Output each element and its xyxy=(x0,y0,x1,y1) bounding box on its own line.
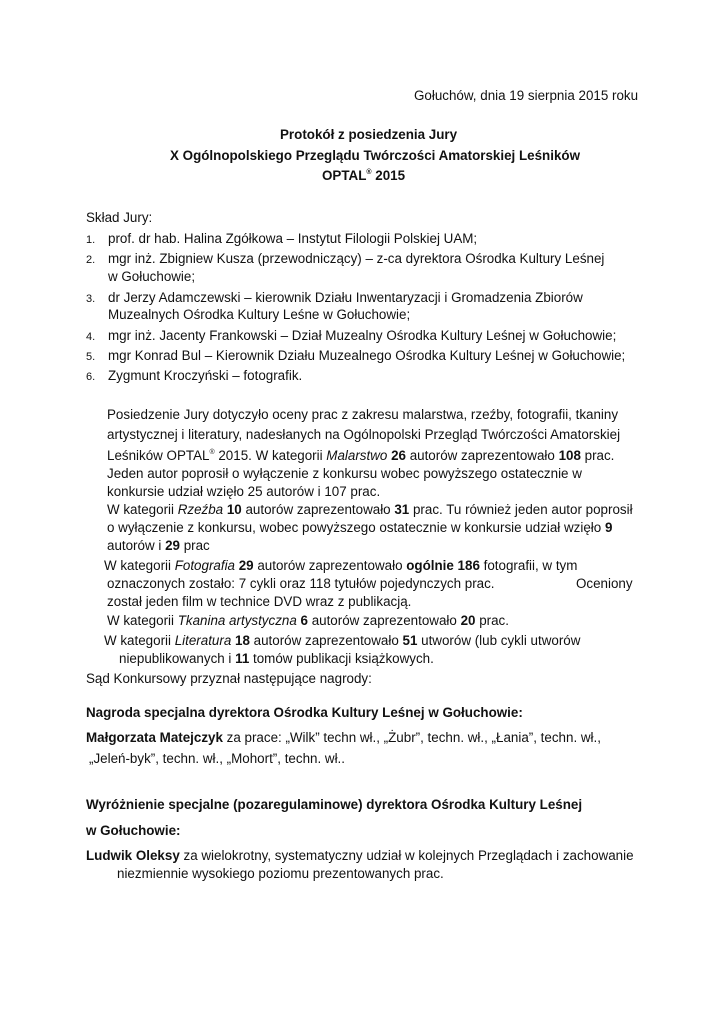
registered-mark: ® xyxy=(366,169,372,176)
tkanina-line: W kategorii Tkanina artystyczna 6 autorów zaprezentowało 20 prac. xyxy=(107,613,509,628)
intro-line-1: Posiedzenie Jury dotyczyło oceny prac z zakresu malarstwa, rzeźby, fotografii, tkaniny xyxy=(107,407,619,422)
fotografia-line-2: oznaczonych zostało: 7 cykli oraz 118 tytułów pojedynczych prac. xyxy=(107,576,495,591)
jury-heading: Skład Jury: xyxy=(86,210,153,225)
malarstwo-line-3: konkursie udział wzięło 25 autorów i 107 prac. xyxy=(107,484,381,499)
distinction-heading-1: Wyróżnienie specjalne (pozaregulaminowe) dyrektora Ośrodka Kultury Leśnej xyxy=(86,797,583,812)
jury-item-6: 6. Zygmunt Kroczyński – fotografik. xyxy=(86,368,303,383)
jury-item-1: 1. prof. dr hab. Halina Zgółkowa – Instytut Filologii Polskiej UAM; xyxy=(86,231,478,246)
title-line-1: Protokół z posiedzenia Jury xyxy=(280,127,458,142)
jury-item-4: 4. mgr inż. Jacenty Frankowski – Dział Muzealny Ośrodka Kultury Leśnej w Gołuchowie; xyxy=(86,328,617,343)
place-date: Gołuchów, dnia 19 sierpnia 2015 roku xyxy=(414,88,639,103)
fotografia-line-2-end: Oceniony xyxy=(576,576,633,591)
jury-item-3-cont: Muzealnych Ośrodka Kultury Leśne w Gołuchowie; xyxy=(108,307,411,322)
rzezba-line-3: autorów i 29 prac xyxy=(107,538,210,553)
fotografia-line-3: został jeden film w technice DVD wraz z publikacją. xyxy=(107,594,412,609)
literatura-line-2: niepublikowanych i 11 tomów publikacji książkowych. xyxy=(119,651,434,666)
court-intro: Sąd Konkursowy przyznał następujące nagrody: xyxy=(86,671,372,686)
distinction-line-1: Ludwik Oleksy za wielokrotny, systematyczny udział w kolejnych Przeglądach i zachowanie xyxy=(86,848,634,863)
title-line-3: OPTAL® 2015 xyxy=(322,168,406,183)
literatura-line-1: W kategorii Literatura 18 autorów zaprezentowało 51 utworów (lub cykli utworów xyxy=(104,633,581,648)
jury-item-2: 2. mgr inż. Zbigniew Kusza (przewodniczący) – z-ca dyrektora Ośrodka Kultury Leśnej xyxy=(86,251,605,266)
malarstwo-line-2: Jeden autor poprosił o wyłączenie z konkursu wobec powyższego ostatecznie w xyxy=(107,466,582,481)
special-award-line-2: „Jeleń-byk”, techn. wł., „Mohort”, techn. wł.. xyxy=(89,751,345,766)
special-award-line-1: Małgorzata Matejczyk za prace: „Wilk” techn wł., „Żubr”, techn. wł., „Łania”, techn. wł., xyxy=(86,730,601,745)
special-award-heading: Nagroda specjalna dyrektora Ośrodka Kultury Leśnej w Gołuchowie: xyxy=(86,705,523,720)
title-line-2: X Ogólnopolskiego Przeglądu Twórczości Amatorskiej Leśników xyxy=(170,148,580,163)
rzezba-line-1: W kategorii Rzeźba 10 autorów zaprezentowało 31 prac. Tu również jeden autor poprosił xyxy=(107,502,633,517)
jury-item-5: 5. mgr Konrad Bul – Kierownik Działu Muzealnego Ośrodka Kultury Leśnej w Gołuchowie; xyxy=(86,348,626,363)
rzezba-line-2: o wyłączenie z konkursu, wobec powyższego ostatecznie w konkursie udział wzięło 9 xyxy=(107,520,613,535)
distinction-heading-2: w Gołuchowie: xyxy=(86,823,181,838)
distinction-line-2: niezmiennie wysokiego poziomu prezentowanych prac. xyxy=(117,866,444,881)
jury-item-3: 3. dr Jerzy Adamczewski – kierownik Działu Inwentaryzacji i Gromadzenia Zbiorów xyxy=(86,290,583,305)
fotografia-line-1: W kategorii Fotografia 29 autorów zaprezentowało ogólnie 186 fotografii, w tym xyxy=(104,558,578,573)
intro-line-3: Leśników OPTAL® 2015. W kategorii Malarstwo 26 autorów zaprezentowało 108 prac. xyxy=(107,448,615,463)
jury-item-2-cont: w Gołuchowie; xyxy=(108,269,196,284)
intro-line-2: artystycznej i literatury, nadesłanych na Ogólnopolski Przegląd Twórczości Amatorskiej xyxy=(107,427,621,442)
